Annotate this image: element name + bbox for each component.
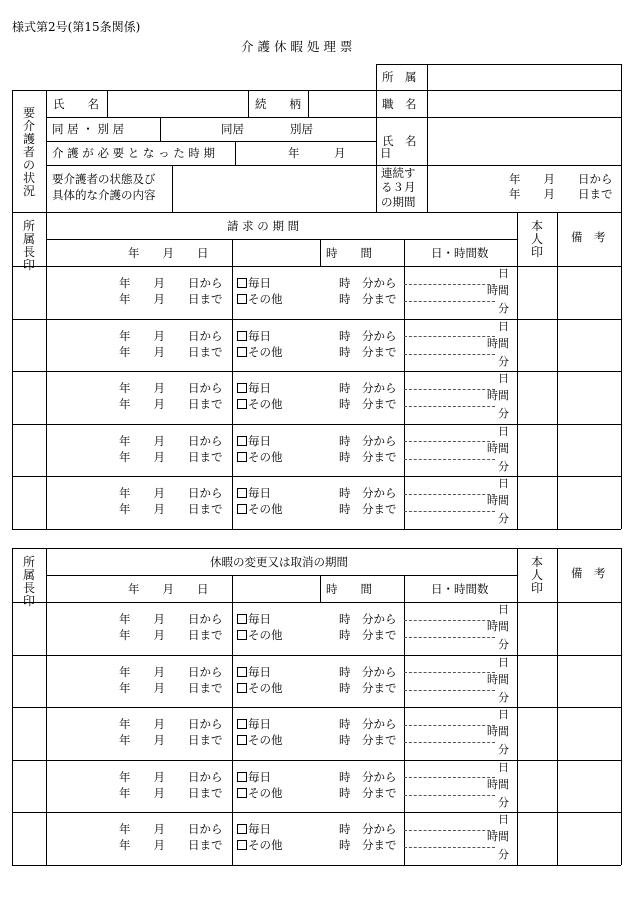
- time-to: 時 分まで: [339, 838, 397, 852]
- date-from: 年 月 日から: [119, 769, 223, 784]
- period-label: 介 護 が 必 要 と な っ た 時 期: [52, 146, 216, 160]
- date-from: 年 月 日から: [119, 717, 223, 731]
- other-label: その他: [248, 838, 283, 852]
- time-to: 時 分まで: [339, 502, 397, 516]
- unit-hour: 時間: [487, 336, 509, 350]
- date-to: 年 月 日まで: [119, 628, 223, 642]
- unit-day: 日: [498, 708, 509, 721]
- daily-label: 毎日: [248, 717, 271, 731]
- unit-min: 分: [498, 638, 509, 651]
- unit-hour: 時間: [487, 441, 509, 455]
- daily-checkbox[interactable]: [237, 717, 271, 731]
- checkbox-square[interactable]: [237, 383, 247, 393]
- daily-label: 毎日: [248, 433, 271, 448]
- date-from: 年 月 日から: [119, 276, 223, 290]
- department-head-stamp-label: 所属長印: [22, 219, 35, 272]
- unit-day: 日: [498, 319, 509, 333]
- unit-hour: 時間: [487, 672, 509, 686]
- unit-min: 分: [498, 459, 509, 473]
- checkbox-square[interactable]: [237, 614, 247, 624]
- time-to: 時 分まで: [339, 628, 397, 642]
- col-time-header: 時 間: [326, 582, 372, 596]
- shimei-label: 氏 名: [382, 134, 417, 148]
- cohabit-label: 同 居 ・ 別 居: [52, 122, 125, 136]
- date-to: 年 月 日まで: [119, 838, 223, 852]
- time-to: 時 分まで: [339, 397, 397, 411]
- checkbox-square[interactable]: [237, 436, 247, 446]
- other-checkbox[interactable]: [237, 345, 283, 359]
- time-from: 時 分から: [339, 433, 397, 448]
- col-date-header: 年 月 日: [128, 246, 209, 260]
- time-to: 時 分まで: [339, 733, 397, 747]
- daily-label: 毎日: [248, 486, 271, 500]
- form-number: 様式第2号(第15条関係): [12, 20, 141, 34]
- daily-checkbox[interactable]: [237, 276, 271, 290]
- date-to: 年 月 日まで: [119, 502, 223, 516]
- time-from: 時 分から: [339, 328, 397, 343]
- daily-label: 毎日: [248, 328, 271, 343]
- renzoku-to: 年 月 日まで: [509, 187, 613, 201]
- unit-day: 日: [498, 603, 509, 616]
- other-label: その他: [248, 680, 283, 695]
- state-label-1: 要介護者の状態及び: [52, 172, 156, 186]
- time-to: 時 分まで: [339, 344, 397, 359]
- time-from: 時 分から: [339, 769, 397, 784]
- unit-hour: 時間: [487, 284, 509, 297]
- checkbox-square[interactable]: [237, 347, 247, 357]
- daily-label: 毎日: [248, 276, 271, 290]
- checkbox-square[interactable]: [237, 504, 247, 514]
- other-checkbox[interactable]: [237, 292, 283, 306]
- daily-checkbox[interactable]: [237, 434, 271, 448]
- daily-checkbox[interactable]: [237, 612, 271, 626]
- other-checkbox[interactable]: [237, 397, 283, 411]
- period-section-title: 請 求 の 期 間: [227, 219, 300, 233]
- time-from: 時 分から: [339, 664, 397, 679]
- checkbox-square[interactable]: [237, 331, 247, 341]
- shozoku-label: 所 属: [382, 70, 417, 84]
- care-name-label: 氏 名: [53, 97, 99, 111]
- unit-hour: 時間: [487, 494, 509, 507]
- unit-min: 分: [498, 512, 509, 525]
- other-label: その他: [248, 628, 283, 642]
- daily-checkbox[interactable]: [237, 486, 271, 500]
- other-label: その他: [248, 292, 283, 306]
- daily-label: 毎日: [248, 612, 271, 626]
- date-to: 年 月 日まで: [119, 449, 223, 464]
- other-label: その他: [248, 449, 283, 464]
- other-label: その他: [248, 785, 283, 800]
- other-label: その他: [248, 733, 283, 747]
- checkbox-square[interactable]: [237, 840, 247, 850]
- col-time-header: 時 間: [326, 246, 372, 260]
- daily-label: 毎日: [248, 664, 271, 679]
- other-checkbox[interactable]: [237, 786, 283, 800]
- page-title: 介 護 休 暇 処 理 票: [241, 39, 353, 54]
- unit-min: 分: [498, 743, 509, 756]
- checkbox-square[interactable]: [237, 667, 247, 677]
- renzoku-label-2: る３月: [381, 180, 416, 194]
- unit-day: 日: [498, 655, 509, 669]
- time-from: 時 分から: [339, 717, 397, 731]
- unit-min: 分: [498, 795, 509, 809]
- period-section-title: 休暇の変更又は取消の期間: [210, 555, 348, 569]
- other-checkbox[interactable]: [237, 838, 283, 852]
- other-checkbox[interactable]: [237, 450, 283, 464]
- renzoku-label-3: の期間: [381, 195, 416, 209]
- checkbox-square[interactable]: [237, 735, 247, 745]
- self-stamp-label: 本人印: [530, 219, 543, 259]
- unit-day: 日: [498, 372, 509, 385]
- shokumei-label: 職 名: [382, 97, 417, 111]
- col-count-header: 日・時間数: [431, 582, 489, 596]
- time-from: 時 分から: [339, 381, 397, 395]
- daily-label: 毎日: [248, 769, 271, 784]
- care-section-label: 要介護者の状況: [22, 106, 35, 198]
- date-to: 年 月 日まで: [119, 680, 223, 695]
- daily-checkbox[interactable]: [237, 381, 271, 395]
- self-stamp-label: 本人印: [530, 555, 543, 595]
- checkbox-square[interactable]: [237, 452, 247, 462]
- unit-min: 分: [498, 302, 509, 315]
- daily-label: 毎日: [248, 381, 271, 395]
- unit-hour: 時間: [487, 389, 509, 402]
- checkbox-square[interactable]: [237, 683, 247, 693]
- time-from: 時 分から: [339, 822, 397, 836]
- time-to: 時 分まで: [339, 449, 397, 464]
- date-from: 年 月 日から: [119, 433, 223, 448]
- unit-min: 分: [498, 690, 509, 704]
- daily-label: 毎日: [248, 822, 271, 836]
- period-value: 年 月 日: [288, 146, 392, 160]
- date-to: 年 月 日まで: [119, 344, 223, 359]
- time-to: 時 分まで: [339, 680, 397, 695]
- unit-day: 日: [498, 424, 509, 438]
- unit-day: 日: [498, 813, 509, 826]
- checkbox-square[interactable]: [237, 719, 247, 729]
- unit-day: 日: [498, 267, 509, 280]
- other-checkbox[interactable]: [237, 733, 283, 747]
- time-from: 時 分から: [339, 612, 397, 626]
- daily-checkbox[interactable]: [237, 822, 271, 836]
- date-from: 年 月 日から: [119, 664, 223, 679]
- checkbox-square[interactable]: [237, 488, 247, 498]
- date-to: 年 月 日まで: [119, 733, 223, 747]
- department-head-stamp-label: 所属長印: [22, 555, 35, 608]
- other-label: その他: [248, 502, 283, 516]
- unit-min: 分: [498, 354, 509, 368]
- state-label-2: 具体的な介護の内容: [52, 188, 156, 202]
- date-from: 年 月 日から: [119, 822, 223, 836]
- renzoku-label-1: 連続す: [381, 166, 416, 180]
- unit-hour: 時間: [487, 620, 509, 633]
- date-to: 年 月 日まで: [119, 785, 223, 800]
- unit-hour: 時間: [487, 725, 509, 738]
- unit-hour: 時間: [487, 830, 509, 843]
- time-from: 時 分から: [339, 486, 397, 500]
- unit-hour: 時間: [487, 777, 509, 791]
- checkbox-square[interactable]: [237, 294, 247, 304]
- col-date-header: 年 月 日: [128, 582, 209, 596]
- remarks-header: 備 考: [571, 566, 606, 580]
- checkbox-square[interactable]: [237, 278, 247, 288]
- time-to: 時 分まで: [339, 292, 397, 306]
- col-count-header: 日・時間数: [431, 246, 489, 260]
- checkbox-square[interactable]: [237, 788, 247, 798]
- time-from: 時 分から: [339, 276, 397, 290]
- other-checkbox[interactable]: [237, 502, 283, 516]
- other-checkbox[interactable]: [237, 628, 283, 642]
- daily-checkbox[interactable]: [237, 329, 271, 343]
- other-checkbox[interactable]: [237, 681, 283, 695]
- unit-day: 日: [498, 477, 509, 490]
- date-from: 年 月 日から: [119, 328, 223, 343]
- date-from: 年 月 日から: [119, 381, 223, 395]
- date-to: 年 月 日まで: [119, 292, 223, 306]
- date-from: 年 月 日から: [119, 612, 223, 626]
- cohabit-value: 同居 別居: [221, 122, 313, 136]
- unit-day: 日: [498, 760, 509, 774]
- unit-min: 分: [498, 407, 509, 420]
- other-label: その他: [248, 397, 283, 411]
- daily-checkbox[interactable]: [237, 665, 271, 679]
- time-to: 時 分まで: [339, 785, 397, 800]
- checkbox-square[interactable]: [237, 630, 247, 640]
- renzoku-from: 年 月 日から: [509, 172, 613, 186]
- checkbox-square[interactable]: [237, 824, 247, 834]
- unit-min: 分: [498, 848, 509, 861]
- daily-checkbox[interactable]: [237, 770, 271, 784]
- care-relation-label: 続 柄: [255, 97, 301, 111]
- date-to: 年 月 日まで: [119, 397, 223, 411]
- remarks-header: 備 考: [571, 230, 606, 244]
- other-label: その他: [248, 344, 283, 359]
- date-from: 年 月 日から: [119, 486, 223, 500]
- checkbox-square[interactable]: [237, 399, 247, 409]
- checkbox-square[interactable]: [237, 772, 247, 782]
